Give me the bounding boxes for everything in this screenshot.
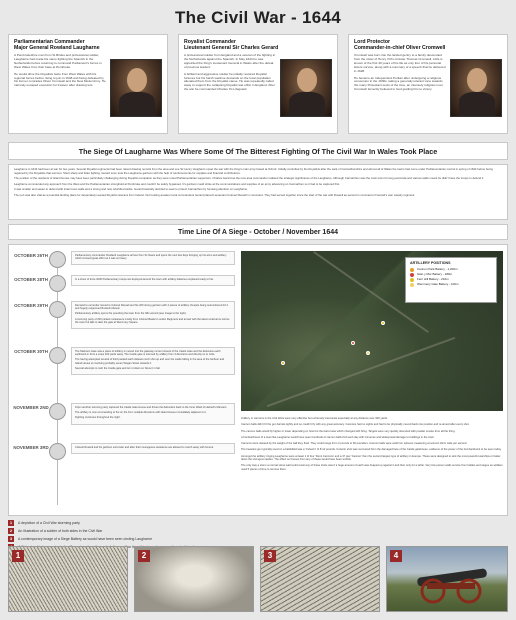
event-marker (49, 275, 66, 292)
caption-number: 3 (9, 536, 13, 541)
commander-name: Major General Rowland Laugharne (14, 45, 100, 51)
event-marker (49, 301, 66, 318)
note-paragraph: The cannon balls would fly higher or lower depending on how hot the barrel was which changed with firing. Targets were very quickly obscured with powder smoke from all the firing. (241, 429, 456, 433)
battery-marker (351, 341, 355, 345)
artillery-notes (241, 417, 503, 474)
map-road (267, 337, 456, 407)
event-text: Demand to surrender issued to Colonel Russell and his 200 strong garrison with 4 pieces of artillery. Despite being outnumbered 10:1 and hugely outgunned Russell refused. (75, 304, 229, 311)
siege-battery-image (260, 546, 380, 612)
event-text: Parliamentary commander Rowland Laugharne arrives from St Clears and spent the next few days bringing up his arms and artillery which crossed great effort as it was so heavy. (75, 254, 227, 261)
event-text: The having attempted several of third packed earth defeats much shot up and over the castle falling in the area of the harbour and Island House so involving probably seven Wogan Street towards it. (75, 358, 225, 365)
intro-paragraph: The position of the residents of Island House may have been particularly challenging during Royalist occupation as they were noted Parliamentarian supporters. Charles Gerard as the new area commander realised the strategic significance of the Laugharne. Although Carmarthen was the main town it's long peninsula and various walls meant he didn't have the troops to defend it. (14, 176, 484, 180)
caption-item (8, 536, 268, 542)
commander-bio: A professional soldier from England and a veteran of the fighting in the Netherlands against the Spanish. In May 1644 he was appointed the King's Lieutenant General in Wales after the defeat of previous leaders. (184, 53, 276, 69)
portrait-image (280, 59, 332, 117)
intro-paragraph: Laugharne in 1644 had been at war for two years. Several Royalist regiments had been raised drawing recruits from the area and one Sir Henry Vaughan's upset the war with the King's main army based at Oxford. Initially controlled by the Royalists after the sack of Carmarthenshire and almost all of Wales the towns had come under Parliamentarian control in spring of 1644 before being regained by the Royalists that summer. Short sharp and bitter fighting, Gerard soon took the Laugharne garrison with the help of reinforcements for supplies and financial contributions. (14, 167, 493, 175)
legend-dot-icon (410, 278, 414, 282)
commander-bio: A brilliant and aggressive soldier he initially restored Royalist fortunes but his harsh wartime demands on the local population alienated them from the Royalist cause. He was repeatedly called away to support the collapsing Royalist war effort in England. After the war he commanded Charles II's Lifeguard. (184, 71, 275, 92)
timeline-heading: Time Line Of A Siege - October / November 1644 (8, 224, 508, 240)
legend-item (410, 282, 492, 287)
commander-role: Lord Protector (354, 39, 391, 45)
cannon-icon (387, 547, 508, 612)
caption-item (8, 520, 268, 526)
battery-marker (281, 361, 285, 365)
note-paragraph: The only way a storm a normal stone wall could resist any of these shots was if a huge amount of earth was heaped up against it and then only for a while. Very few person walls survive from battles and sieges as soldiers used 5 pieces of time to remove them. (241, 464, 503, 471)
note-paragraph: Cannons were classed by the weight of the ball they fired. They could range from 3 pounds to 60 pounders. Cannon balls were solid iron spheres measuring at around 10cm wide per second. (241, 442, 468, 446)
commander-bio: A Pembrokeshire man from St Brides and professional soldier, Laugharne had made his name fighting the Spanish in the Netherlands before returning to command Parliament's forces in West Wales from their base at Pembroke. (14, 53, 102, 69)
event-date: OCTOBER 28TH (14, 277, 48, 282)
image-number: 2 (138, 550, 150, 562)
event-box (71, 275, 235, 286)
event-date: NOVEMBER 3RD (13, 445, 49, 450)
caption-text: A depiction of a Civil War storming party (18, 521, 80, 525)
legend-label: Wemmery Gate Battery - 100m (417, 282, 459, 286)
legend-dot-icon (410, 283, 414, 287)
map-legend (405, 257, 497, 303)
legend-label: Fern Hill Battery - 210m (417, 277, 449, 281)
section-banner: The Siege Of Laugharne Was Where Some Of The Bitterest Fighting Of The Civil War In Wales Took Place (8, 142, 508, 160)
event-date: OCTOBER 30TH (14, 349, 48, 354)
event-date: OCTOBER 26TH (14, 253, 48, 258)
commander-name: Lieutenant General Sir Charles Gerard (184, 45, 279, 51)
event-marker (49, 443, 66, 460)
event-box (71, 251, 235, 265)
event-text: A storming party of 200 picked musketeers mostly from Colonel Beale's London Regiment and armed with the latest small arms storms the town but fails to take the gate at Wemmery Square. (75, 317, 230, 324)
commander-bio: Cromwell was born into the landed gentry to a family descended from the sister of Henry VIII's minister Thomas Cromwell. Little is known of the first 40 years of his life as only four of his personal letters survive, along with a summary of a speech that he delivered in 1628. (354, 53, 446, 73)
intro-paragraph: It was smaller and easier to defend with intact town walls and a strong and now refortified castle. Gerard basically decided to seek to protect Carmarthen by focusing attention on Laugharne. (14, 187, 248, 191)
commander-card-cromwell (348, 34, 508, 134)
caption-text: A contemporary image of a Siege Battery as would have been seen circling Laugharne (18, 537, 153, 541)
note-paragraph: A bombardment of a town like Laugharne would have seen hundreds of cannon balls find each day with immense and widespread damage to buildings in the town. (241, 435, 435, 439)
event-box (71, 443, 235, 454)
legend-title: ARTILLERY POSITIONS (410, 261, 451, 265)
image-number: 3 (264, 550, 276, 562)
portrait-image (450, 59, 502, 117)
battery-marker (381, 321, 385, 325)
intro-text (8, 164, 508, 220)
commander-bio: He would drive the Royalists twice from West Wales with his regional forces before rising to join in 1648 and being defeated by his former comrades Oliver Cromwell and the New Model Army. He narrowly escaped execution for treason after drawing lots. (14, 71, 106, 88)
portrait-image (110, 59, 162, 117)
commander-bio: He became an Independent Puritan after undergoing a religious conversion in the 1630s, taking a generally tolerant view towards the many Protestant sects of the time, an intensely religious man, Cromwell fervently believed in God guiding him to victory. (354, 75, 444, 92)
event-box (71, 403, 235, 425)
note-paragraph: Artillery or cannons in the Civil Wars were very effective but extremely inaccurate especially at any distance over 300 yards. (241, 417, 388, 420)
event-marker (49, 251, 66, 268)
note-paragraph: The heaviest gun typically used on a battlefield was a 'Culverin' of 8-12 pounds. Culverin shot was recovered from the damaged face of the Castle gatehouse, evidence of the power of the bombardment to be seen today. (241, 448, 502, 452)
intro-paragraph: The port was also vital as a potential landing place for desperately needed Royalist veterans from Ireland. Not trusting amateur local commanders Gerard placed Lieutenant Colonel Russell in command. They had served together since the start of the war with Russell as second in command of Gerard's own cavalry regiment. (14, 192, 416, 197)
image-number: 4 (390, 550, 402, 562)
commander-role: Parliamentarian Commander (14, 39, 85, 45)
intro-paragraph: Laugharne commanded any approach from the West and the Parliamentarian stronghold at Pembroke and couldn't be safely bypassed. It's garrison could strike at the communications and supplies of an army advancing on Carmarthen so it had to be captured first. (14, 181, 340, 186)
event-date: OCTOBER 29TH (14, 303, 48, 308)
event-text: Parliamentary artillery opens fire pounding the town from the hills around (see image to the right). (75, 312, 187, 316)
timeline-panel (8, 244, 508, 516)
event-marker (49, 347, 66, 364)
image-number: 1 (12, 550, 24, 562)
event-text: 10pm another storming party captured the Castle Gate House and drives the defenders back to the Inner Ward of Hazard's Mansion. (75, 406, 228, 409)
caption-number: 2 (9, 528, 13, 533)
culverin-cannon-image (386, 546, 508, 612)
event-text: In a show of force 2000 Parliamentary troops are deployed around the town with artillery batteries emplaced ready to fire. (75, 278, 214, 281)
commander-role: Royalist Commander (184, 39, 236, 45)
commander-card-laugharne (8, 34, 168, 134)
legend-label: Cannon Park Battery - 1,200m (417, 267, 458, 271)
event-date: NOVEMBER 2ND (13, 405, 49, 410)
event-box (71, 347, 235, 375)
note-paragraph: Amongst the artillery ringing Laugharne were at least 1 of four 'Demi Cannons' and a 47 pier 'Cannon' then the second largest type of artillery in Europe. These were designed to sink the most powerful warships or batter down the strongest castles. The effect on houses from any of these would have been terrible. (241, 454, 501, 462)
commander-name: Commander-in-chief Oliver Cromwell (354, 45, 446, 51)
event-box (71, 301, 235, 329)
storming-party-image (8, 546, 128, 612)
caption-text: An illustration of a soldier of both sides in the Civil War (18, 529, 103, 533)
event-marker (49, 403, 66, 420)
commander-card-gerard (178, 34, 338, 134)
event-text: The artillery is now commanding to fire on the from multiple directions with island House immediately adjacent to it. (75, 411, 207, 415)
battery-marker (366, 351, 370, 355)
soldier-illustration-image (134, 546, 254, 612)
page-title: The Civil War - 1644 (175, 8, 341, 27)
legend-label: Glan y Mor Battery - 180m (417, 272, 453, 276)
note-paragraph: Cannon balls didn't fit the gun barrels tightly and so couldn't fly with any great accuracy. Cannons had no sights and had to be physically moved back into position and re-aimed after every shot. (241, 423, 470, 427)
aerial-map (241, 251, 503, 411)
caption-number: 1 (9, 520, 13, 525)
event-text: Fighting continues throughout the night. (75, 416, 121, 420)
legend-dot-icon (410, 273, 414, 277)
event-text: Colonel Russell and his garrison surrender and after their courageous resistance are allowed to march away with honour. (75, 446, 214, 449)
caption-item (8, 528, 268, 534)
event-text: Several attempts to rush the Castle gate and turn it down on Nous it in fail. (75, 366, 161, 370)
legend-dot-icon (410, 268, 414, 272)
event-text: The Mariners Gate was a piece of artillery is moved into the gateway current streets of the Castle Gate and the defensive earth earthwork in front a mass 100 yards away. The Castle gate is stormed by artillery from 3 directions and directly on to Grist. (75, 350, 221, 357)
